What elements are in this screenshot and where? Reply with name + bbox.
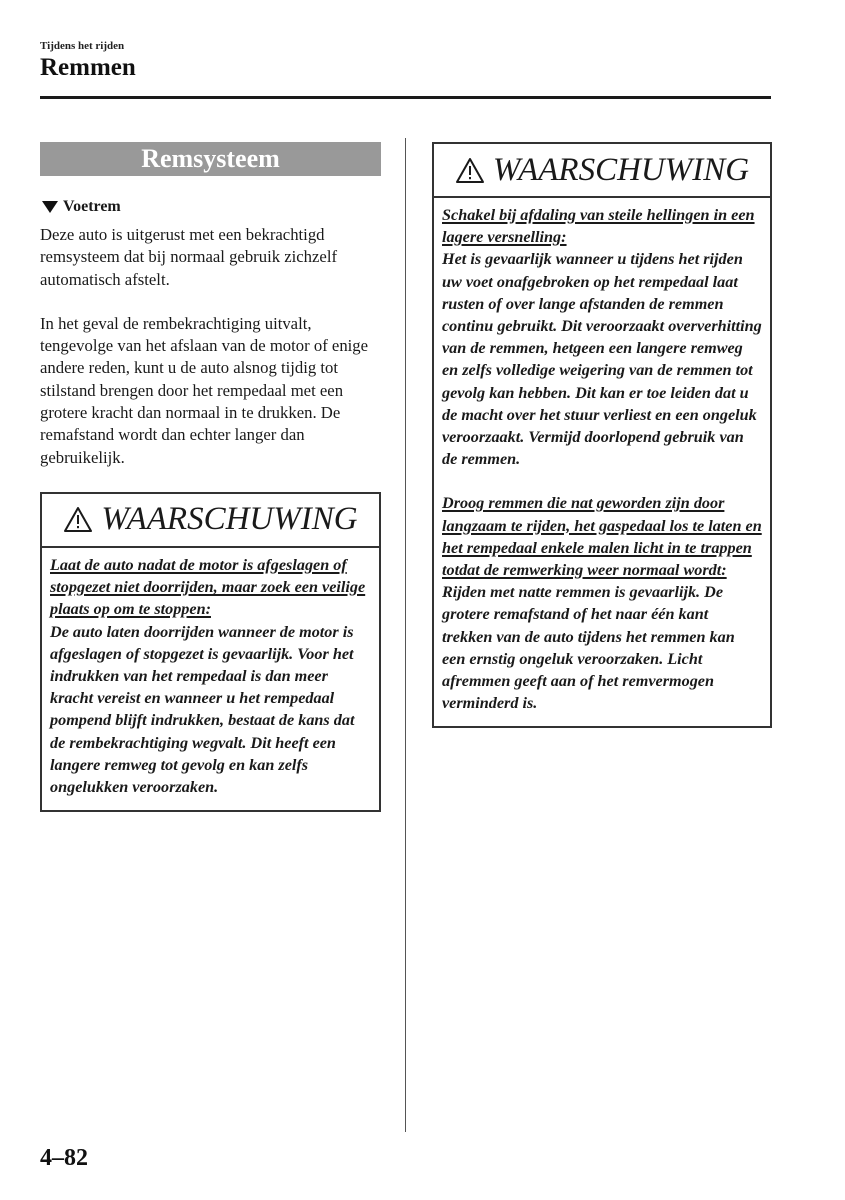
warning-text-1: Het is gevaarlijk wanneer u tijdens het rijden uw voet onafgebroken op het rempedaal laat rusten of over lange afstanden de remmen continu gebruikt. Dit veroorzaakt oververhitting van de remmen, hetgeen een langere remweg en zelfs volledige weigering van de remmen tot gevolg kan hebben. Dit kan er toe leiden dat u de macht over het stuur verliest en een ongeluk veroorzaakt. Vermijd doorlopend gebruik van de remmen. [442, 250, 762, 469]
warning-box-left [40, 492, 381, 812]
warning-text-2: Rijden met natte remmen is gevaarlijk. De grotere remafstand of het naar één kant trekken van de auto tijdens het remmen kan een ernstig ongeluk veroorzaken. Licht afremmen geeft aan of het remvermogen verminderd is. [442, 583, 735, 713]
warning-heading-2: Droog remmen die nat geworden zijn door langzaam te rijden, het gaspedaal los te laten en het rempedaal enkele malen licht in te trappen totdat de remwerking weer normaal wordt: [442, 494, 762, 580]
paragraph-2: In het geval de rembekrachtiging uitvalt, tengevolge van het afslaan van de motor of enige andere reden, kunt u de auto alsnog tijdig tot stilstand brengen door het rempedaal met een grotere kracht dan normaal in te drukken. De remafstand wordt dan echter langer dan gebruikelijk. [40, 313, 369, 467]
subheading [40, 198, 381, 216]
warning-triangle-icon [63, 506, 93, 533]
header-divider [40, 96, 771, 99]
page-title: Remmen [40, 54, 136, 81]
warning-header [434, 144, 770, 198]
right-column [432, 142, 772, 728]
left-column [40, 142, 381, 812]
warning-text: De auto laten doorrijden wanneer de motor is afgeslagen of stopgezet is gevaarlijk. Voor het indrukken van het rempedaal is dan meer kracht vereist en wanneer u het rempedaal pompend blijft indrukken, bestaat de kans dat de rembekrachtiging wegvalt. Dit heeft een langere remweg tot gevolg en kan zelfs ongelukken veroorzaken. [50, 622, 355, 796]
warning-body [42, 548, 379, 810]
column-divider [405, 138, 406, 1132]
warning-body [434, 198, 770, 726]
warning-title: WAARSCHUWING [101, 501, 358, 538]
triangle-down-icon [42, 201, 58, 213]
section-label: Tijdens het rijden [40, 40, 125, 52]
warning-header [42, 494, 379, 548]
warning-heading-1: Schakel bij afdaling van steile hellingen in een lagere versnelling: [442, 206, 755, 247]
warning-box-right [432, 142, 772, 728]
warning-title: WAARSCHUWING [492, 151, 750, 188]
subheading-label: Voetrem [63, 198, 121, 215]
warning-triangle-icon [455, 157, 485, 184]
section-banner: Remsysteem [40, 142, 381, 176]
paragraph-1: Deze auto is uitgerust met een bekrachtigd remsysteem dat bij normaal gebruik zichzelf automatisch afstelt. [40, 225, 338, 289]
warning-heading: Laat de auto nadat de motor is afgeslagen of stopgezet niet doorrijden, maar zoek een veilige plaats op om te stoppen: [50, 555, 366, 619]
page-number: 4–82 [40, 1145, 88, 1171]
